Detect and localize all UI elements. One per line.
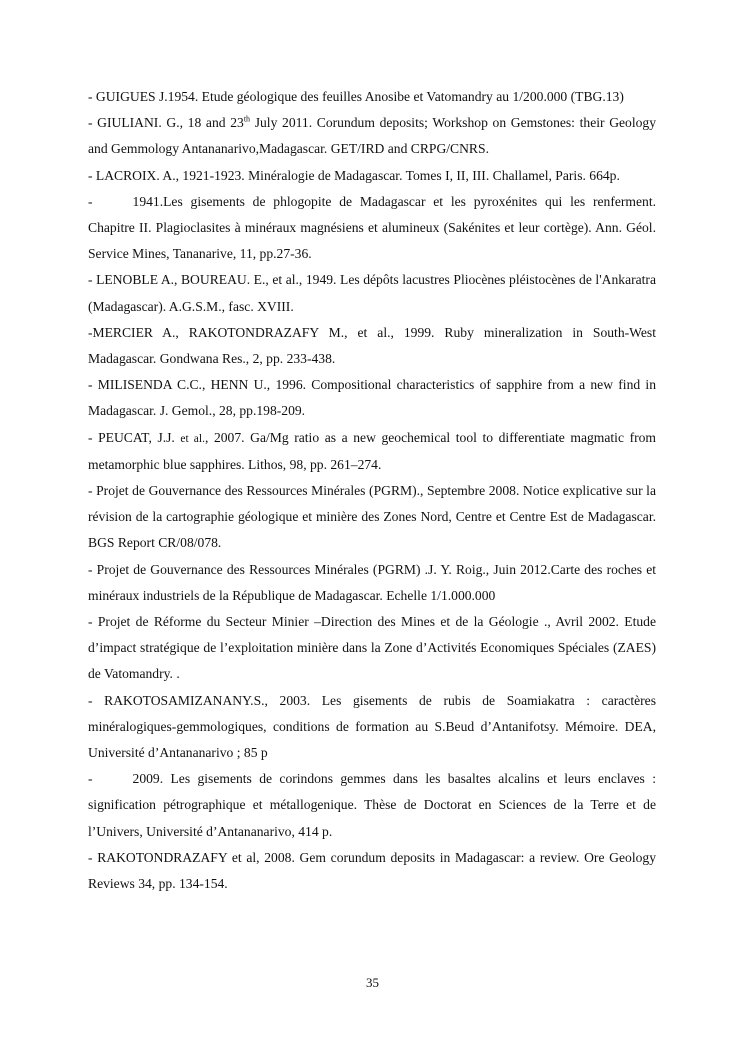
- reference-list: [88, 84, 656, 897]
- reference-pgrm-2008: - Projet de Gouvernance des Ressources Minérales (PGRM)., Septembre 2008. Notice explicative sur la révision de la cartographie géologique et minière des Zones Nord, Centre et Centre Est de Madagascar. BGS Report CR/08/078.: [88, 483, 656, 551]
- reference-giuliani: - GIULIANI. G., 18 and 23th July 2011. Corundum deposits; Workshop on Gemstones: their Geology and Gemmology Antananarivo,Madagascar. GET/IRD and CRPG/CNRS.: [88, 114, 657, 157]
- reference-peucat: - PEUCAT, J.J. et al., 2007. Ga/Mg ratio as a new geochemical tool to differentiate magmatic from metamorphic blue sapphires. Lithos, 98, pp. 261–274.: [88, 429, 656, 472]
- page-number: 35: [366, 975, 379, 990]
- reference-rakotondrazafy: - RAKOTONDRAZAFY et al, 2008. Gem corundum deposits in Madagascar: a review. Ore Geology Reviews 34, pp. 134-154.: [88, 849, 656, 892]
- reference-rakotosamizanany-2009: - 2009. Les gisements de corindons gemmes dans les basaltes alcalins et leurs enclaves : signification pétrographique et métallogenique. Thèse de Doctorat en Sciences de la Terre et de l’Univers, Université d’Antananarivo, 414 p.: [88, 771, 656, 839]
- reference-lenoble: - LENOBLE A., BOUREAU. E., et al., 1949. Les dépôts lacustres Pliocènes pléistocènes de l'Ankaratra (Madagascar). A.G.S.M., fasc. XVIII.: [88, 272, 656, 314]
- reference-guigues: - GUIGUES J.1954. Etude géologique des feuilles Anosibe et Vatomandry au 1/200.000 (TBG.13): [88, 89, 624, 104]
- reference-pgrm-2012: - Projet de Gouvernance des Ressources Minérales (PGRM) .J. Y. Roig., Juin 2012.Carte des roches et minéraux industriels de la République de Madagascar. Echelle 1/1.000.000: [88, 561, 656, 603]
- reference-milisenda: - MILISENDA C.C., HENN U., 1996. Compositional characteristics of sapphire from a new find in Madagascar. J. Gemol., 28, pp.198-209.: [88, 377, 656, 419]
- reference-lacroix-1921: - LACROIX. A., 1921-1923. Minéralogie de Madagascar. Tomes I, II, III. Challamel, Paris. 664p.: [88, 167, 620, 183]
- reference-mercier: -MERCIER A., RAKOTONDRAZAFY M., et al., 1999. Ruby mineralization in South-West Madagascar. Gondwana Res., 2, pp. 233-438.: [88, 324, 656, 367]
- reference-rakotosamizanany-2003: - RAKOTOSAMIZANANY.S., 2003. Les gisements de rubis de Soamiakatra : caractères minéralogiques-gemmologiques, conditions de formation au S.Beud d’Antanifotsy. Mémoire. DEA, Université d’Antananarivo ; 85 p: [88, 692, 656, 761]
- reference-reforme-2002: - Projet de Réforme du Secteur Minier –Direction des Mines et de la Géologie ., Avril 2002. Etude d’impact stratégique de l’exploitation minière dans la Zone d’Activités Economiques Spéciales (ZAES) de Vatomandry. .: [88, 614, 656, 682]
- reference-lacroix-1941: - 1941.Les gisements de phlogopite de Madagascar et les pyroxénites qui les renferment. Chapitre II. Plagioclasites à minéraux magnésiens et alumineux (Sakénites et leur cortège). Ann. Géol. Service Mines, Tananarive, 11, pp.27-36.: [88, 193, 656, 262]
